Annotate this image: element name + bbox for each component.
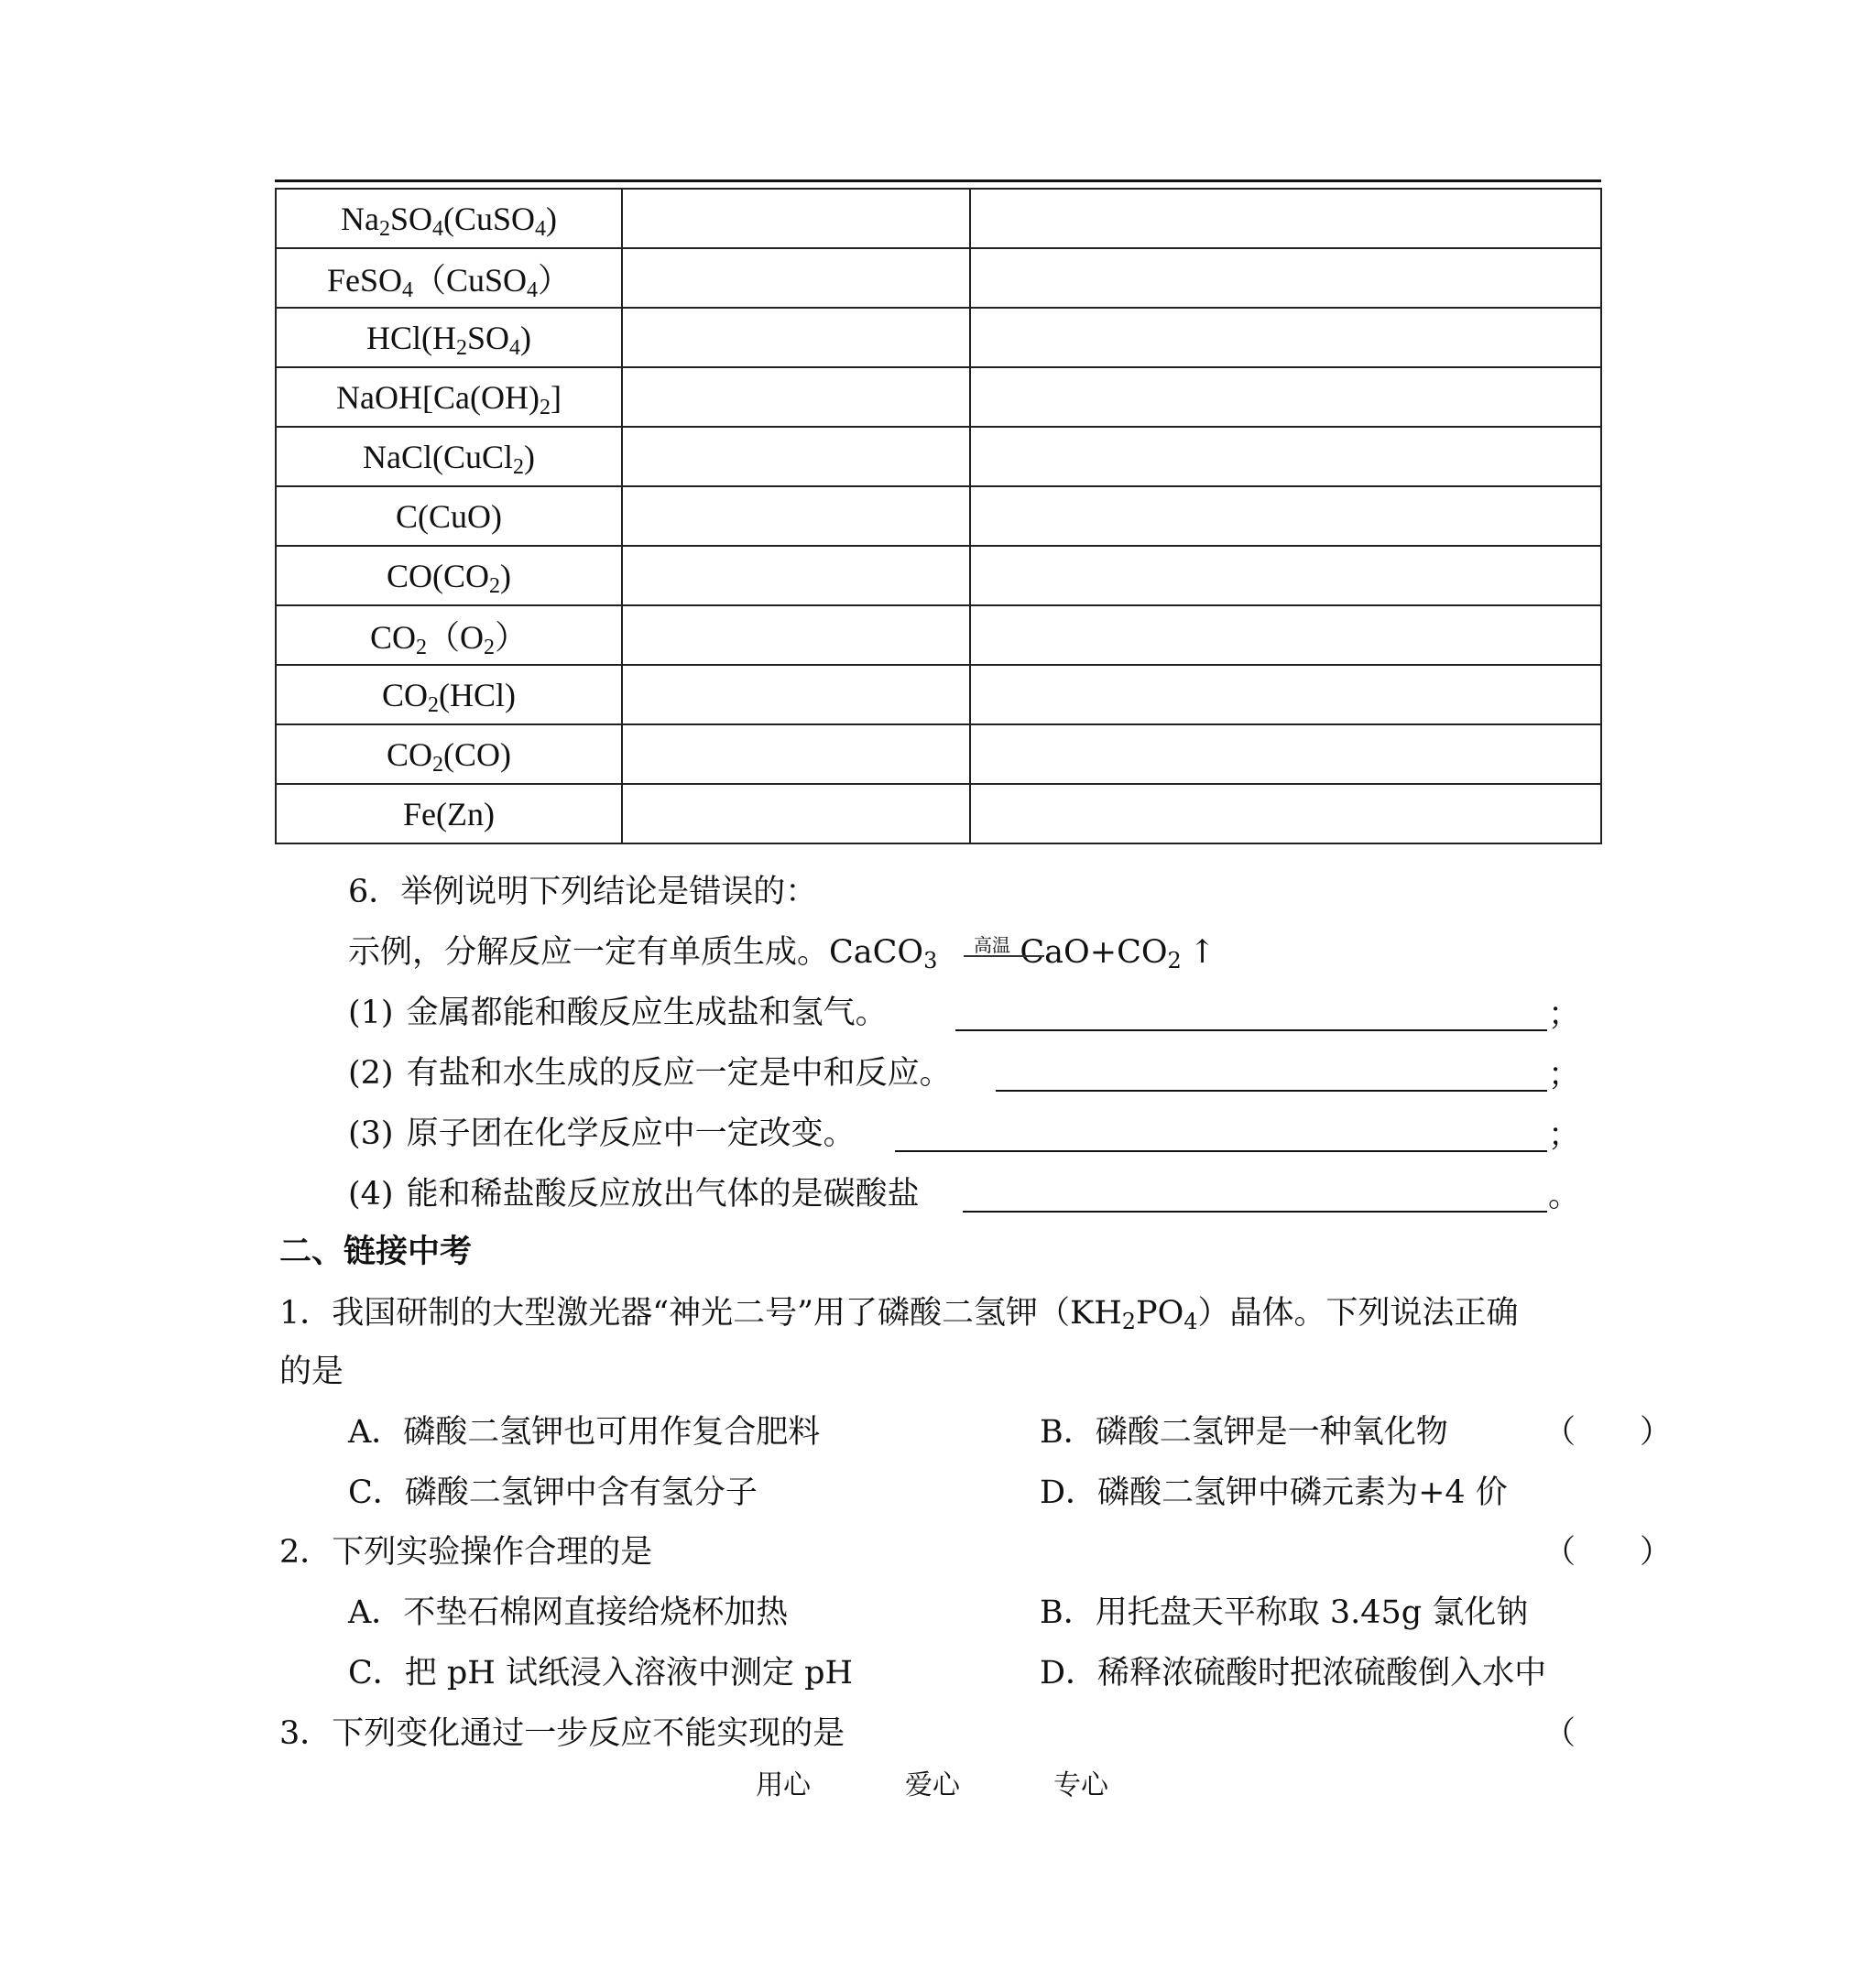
q6-item-4-end: 。 xyxy=(1548,1178,1581,1214)
reagent-cell[interactable] xyxy=(622,367,970,427)
substance-cell: FeSO$_4$（CuSO$_4$） xyxy=(276,248,622,308)
q1-option-c[interactable]: C．磷酸二氢钾中含有氢分子 xyxy=(348,1474,758,1511)
q2-option-d[interactable]: D．稀释浓硫酸时把浓硫酸倒入水中 xyxy=(1040,1655,1547,1692)
q3-stem: 3．下列变化通过一步反应不能实现的是 xyxy=(279,1715,845,1752)
q1-option-d[interactable]: D．磷酸二氢钾中磷元素为+4 价 xyxy=(1040,1474,1508,1511)
q1-stem-line2: 的是 xyxy=(279,1354,344,1390)
equation-cell[interactable] xyxy=(970,784,1601,843)
q1-answer-bracket[interactable]: （ ） xyxy=(1543,1414,1673,1451)
reagent-cell[interactable] xyxy=(622,427,970,486)
q6-item-2-end: ； xyxy=(1548,1057,1581,1093)
table-row xyxy=(276,605,1601,665)
reagent-cell[interactable] xyxy=(622,248,970,308)
equation-cell[interactable] xyxy=(970,605,1601,665)
q6-item-3 xyxy=(348,1114,856,1154)
q6-item-3-answer-field[interactable] xyxy=(895,1150,1547,1152)
equation-cell[interactable] xyxy=(970,486,1601,546)
reagent-cell[interactable] xyxy=(622,724,970,784)
q6-item-3-end: ； xyxy=(1548,1117,1581,1154)
reagent-cell[interactable] xyxy=(622,486,970,546)
substance-cell: $CO_2(O_2)$ xyxy=(276,605,622,665)
q6-item-1-end: ； xyxy=(1548,996,1581,1033)
substance-cell: $Na_2SO_4(CuSO_4)$ xyxy=(276,189,622,248)
q6-example-product: CaO+CO xyxy=(1020,934,1168,971)
section2-heading: 二、链接中考 xyxy=(279,1233,473,1270)
q6-item-3-text: 原子团在化学反应中一定改变。 xyxy=(406,1115,856,1152)
q2-option-a[interactable]: A．不垫石棉网直接给烧杯加热 xyxy=(348,1594,789,1631)
q6-example-sub: 3 xyxy=(923,948,938,974)
q6-condition: 高温 xyxy=(974,934,1010,956)
q1-sub2: 4 xyxy=(1183,1309,1198,1334)
substance-cell: $CO(CO_2)$ xyxy=(276,546,622,605)
equation-cell[interactable] xyxy=(970,546,1601,605)
equation-cell[interactable] xyxy=(970,724,1601,784)
q1-stem-b: PO xyxy=(1136,1295,1184,1332)
table-row xyxy=(276,308,1601,367)
q6-item-2 xyxy=(348,1053,952,1093)
table-row xyxy=(276,724,1601,784)
q6-example xyxy=(348,932,1216,973)
equation-cell[interactable] xyxy=(970,367,1601,427)
equation-cell[interactable] xyxy=(970,248,1601,308)
q2-option-c[interactable]: C．把 pH 试纸浸入溶液中测定 pH xyxy=(348,1655,854,1692)
footer-word-3: 专心 xyxy=(1053,1769,1108,1801)
q6-item-4-text: 能和稀盐酸反应放出气体的是碳酸盐 xyxy=(406,1176,920,1213)
equation-cell[interactable] xyxy=(970,427,1601,486)
gas-up-arrow-icon: ↑ xyxy=(1188,934,1216,971)
substance-cell: C(CuO) xyxy=(276,486,622,546)
q6-item-3-num: (3) xyxy=(348,1115,394,1152)
equation-cell[interactable] xyxy=(970,665,1601,724)
q6-condition-line xyxy=(964,955,1044,957)
table-row xyxy=(276,665,1601,724)
substance-cell: $NaOH[Ca(OH)_2]$ xyxy=(276,367,622,427)
q6-item-2-num: (2) xyxy=(348,1055,394,1092)
substance-cell: $CO_2(HCl)$ xyxy=(276,665,622,724)
equation-cell[interactable] xyxy=(970,189,1601,248)
table-row xyxy=(276,189,1601,248)
q3-answer-bracket[interactable]: （ xyxy=(1543,1715,1576,1752)
substance-cell: $CO_2(CO)$ xyxy=(276,724,622,784)
impurity-table xyxy=(275,188,1602,844)
table-row xyxy=(276,486,1601,546)
footer-word-1: 用心 xyxy=(756,1769,811,1801)
q6-example-product-sub: 2 xyxy=(1167,948,1182,974)
q1-option-b[interactable]: B．磷酸二氢钾是一种氧化物 xyxy=(1040,1414,1448,1451)
q2-stem: 2．下列实验操作合理的是 xyxy=(279,1534,653,1571)
q6-item-4 xyxy=(348,1174,920,1214)
table-row xyxy=(276,427,1601,486)
reagent-cell[interactable] xyxy=(622,784,970,843)
q1-sub1: 2 xyxy=(1121,1309,1137,1334)
q2-option-b[interactable]: B．用托盘天平称取 3.45g 氯化钠 xyxy=(1040,1594,1529,1631)
reagent-cell[interactable] xyxy=(622,665,970,724)
table-row xyxy=(276,784,1601,843)
reagent-cell[interactable] xyxy=(622,189,970,248)
footer-word-2: 爱心 xyxy=(905,1769,960,1801)
q6-item-2-text: 有盐和水生成的反应一定是中和反应。 xyxy=(406,1055,952,1092)
q6-item-1-text: 金属都能和酸反应生成盐和氢气。 xyxy=(406,995,888,1031)
q6-item-4-answer-field[interactable] xyxy=(963,1211,1547,1213)
table-row xyxy=(276,546,1601,605)
reagent-cell[interactable] xyxy=(622,546,970,605)
q1-option-a[interactable]: A．磷酸二氢钾也可用作复合肥料 xyxy=(348,1414,821,1451)
q1-stem xyxy=(279,1293,1519,1333)
substance-cell: Fe(Zn) xyxy=(276,784,622,843)
q6-item-1 xyxy=(348,993,888,1033)
reagent-cell[interactable] xyxy=(622,308,970,367)
top-rule xyxy=(275,179,1601,182)
table-row xyxy=(276,248,1601,308)
q6-item-1-num: (1) xyxy=(348,995,394,1031)
q6-item-2-answer-field[interactable] xyxy=(996,1090,1547,1092)
q6-title: 6．举例说明下列结论是错误的： xyxy=(348,874,818,910)
q1-stem-c: ）晶体。下列说法正确 xyxy=(1197,1295,1519,1332)
substance-cell: NaCl(CuCl$_2$) xyxy=(276,427,622,486)
table-row xyxy=(276,367,1601,427)
q2-answer-bracket[interactable]: （ ） xyxy=(1543,1534,1673,1571)
q6-item-1-answer-field[interactable] xyxy=(955,1029,1547,1031)
q6-item-4-num: (4) xyxy=(348,1176,394,1213)
equation-cell[interactable] xyxy=(970,308,1601,367)
substance-cell: $HCl(H_2SO_4)$ xyxy=(276,308,622,367)
q1-stem-a: 1．我国研制的大型激光器“神光二号”用了磷酸二氢钾（KH xyxy=(279,1295,1122,1332)
q6-example-prefix: 示例，分解反应一定有单质生成。CaCO xyxy=(348,934,924,971)
reagent-cell[interactable] xyxy=(622,605,970,665)
